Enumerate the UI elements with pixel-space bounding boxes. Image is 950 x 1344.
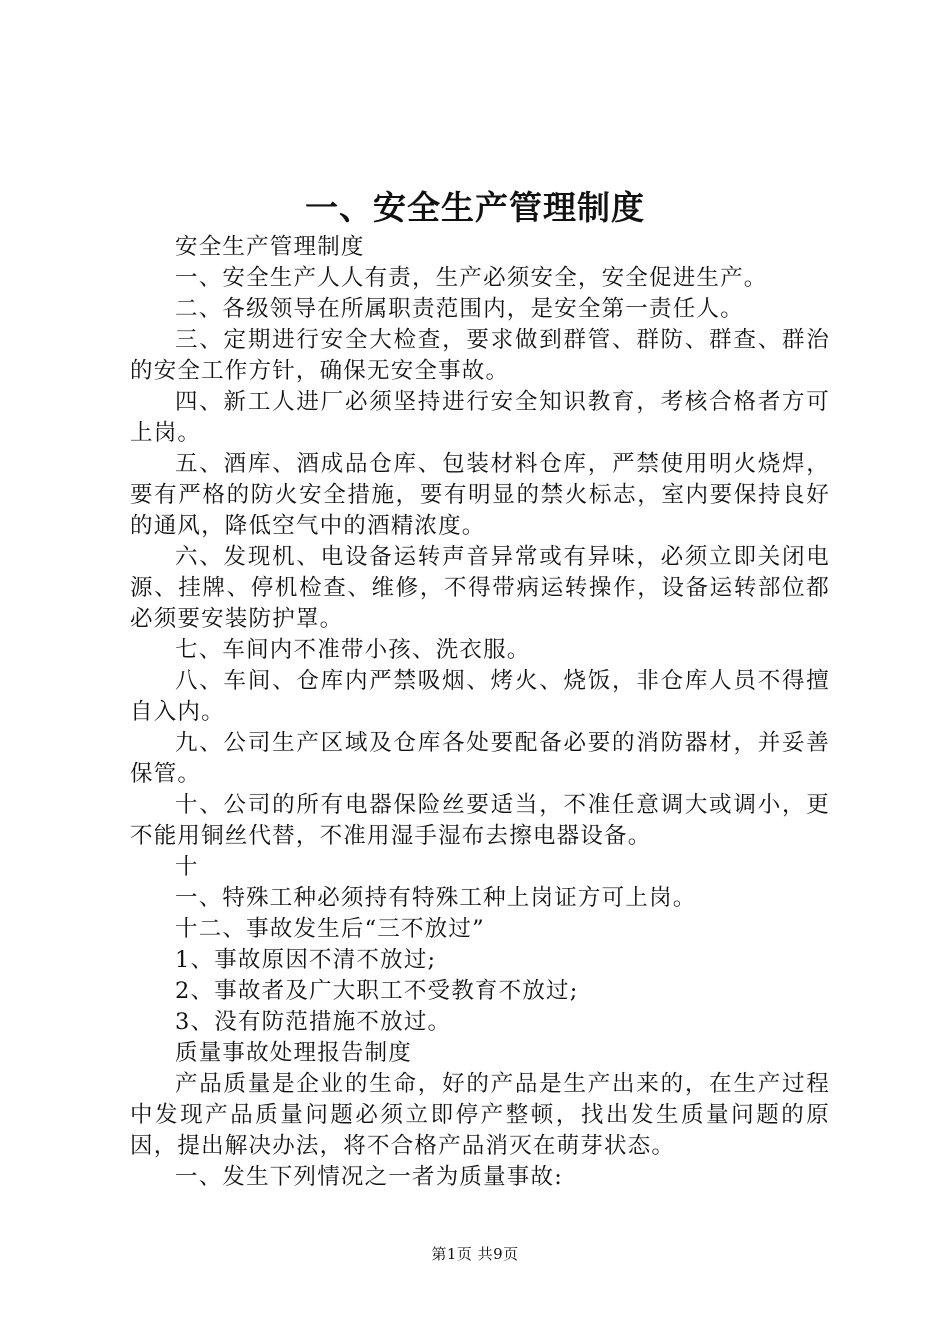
paragraph: 1、事故原因不清不放过; xyxy=(175,947,437,973)
paragraph: 3、没有防范措施不放过。 xyxy=(175,1009,452,1035)
page-footer: 第1页 共9页 xyxy=(431,1245,519,1263)
paragraph: 七、车间内不准带小孩、洗衣服。 xyxy=(175,637,531,663)
paragraph: 四、新工人进厂必须坚持进行安全知识教育，考核合格者方可上岗。 xyxy=(130,389,830,446)
paragraph: 一、安全生产人人有责，生产必须安全，安全促进生产。 xyxy=(175,265,768,291)
paragraph: 六、发现机、电设备运转声音异常或有异味，必须立即关闭电源、挂牌、停机检查、维修，不得带病运转操作，设备运转部位都必须要安装防护罩。 xyxy=(130,544,830,632)
document-body xyxy=(130,232,830,1193)
paragraph: 十二、事故发生后“三不放过” xyxy=(175,916,485,942)
paragraph: 二、各级领导在所属职责范围内，是安全第一责任人。 xyxy=(175,296,744,322)
paragraph: 质量事故处理报告制度 xyxy=(175,1040,413,1066)
paragraph: 产品质量是企业的生命，好的产品是生产出来的，在生产过程中发现产品质量问题必须立即停产整顿，找出发生质量问题的原因，提出解决办法，将不合格产品消灭在萌芽状态。 xyxy=(130,1071,830,1159)
document-title: 一、安全生产管理制度 xyxy=(305,188,645,227)
paragraph: 五、酒库、酒成品仓库、包装材料仓库，严禁使用明火烧焊，要有严格的防火安全措施，要有明显的禁火标志，室内要保持良好的通风，降低空气中的酒精浓度。 xyxy=(130,451,830,539)
paragraph: 十、公司的所有电器保险丝要适当，不准任意调大或调小，更不能用铜丝代替，不准用湿手湿布去擦电器设备。 xyxy=(130,792,830,849)
paragraph: 安全生产管理制度 xyxy=(175,234,365,260)
paragraph: 八、车间、仓库内严禁吸烟、烤火、烧饭，非仓库人员不得擅自入内。 xyxy=(130,668,830,725)
paragraph: 2、事故者及广大职工不受教育不放过; xyxy=(175,978,579,1004)
paragraph: 一、特殊工种必须持有特殊工种上岗证方可上岗。 xyxy=(175,885,697,911)
paragraph: 九、公司生产区域及仓库各处要配备必要的消防器材，并妥善保管。 xyxy=(130,730,830,787)
paragraph: 三、定期进行安全大检查，要求做到群管、群防、群查、群治的安全工作方针，确保无安全事故。 xyxy=(130,327,830,384)
paragraph: 一、发生下列情况之一者为质量事故: xyxy=(175,1164,563,1190)
paragraph: 十 xyxy=(175,854,199,880)
